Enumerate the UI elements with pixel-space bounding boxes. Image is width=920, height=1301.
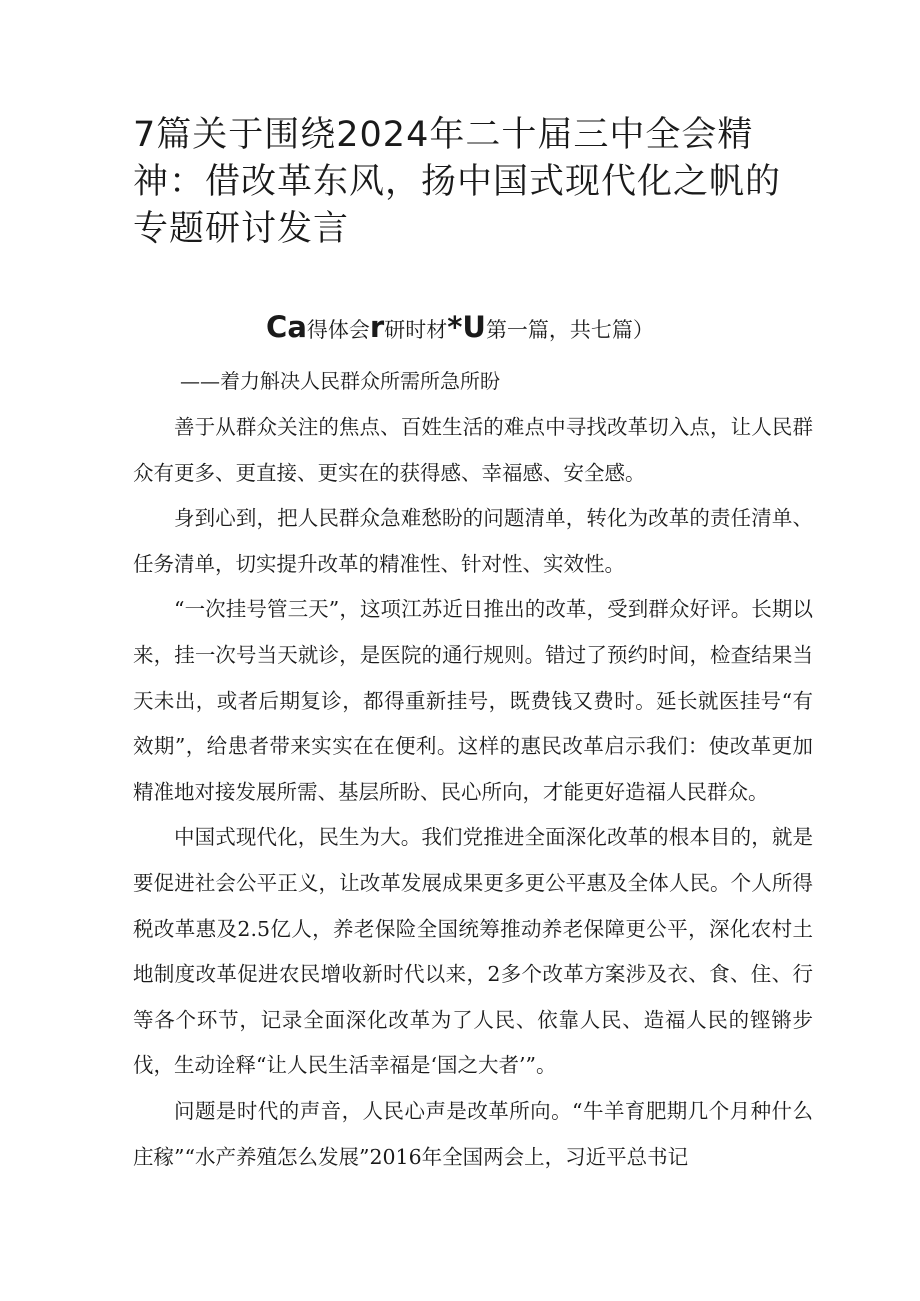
document-title: 7篇关于围绕2024年二十届三中全会精神：借改革东风，扬中国式现代化之帆的专题研讨发言 [133, 115, 782, 249]
subheading-fragment-2: 得体会 [306, 318, 370, 342]
section-subheading [0, 312, 920, 345]
subheading-fragment-6: 第一篇，共七篇） [485, 318, 654, 342]
subheading-fragment-5: *U [447, 310, 486, 344]
paragraph-5: 问题是时代的声音，人民心声是改革所向。“牛羊育肥期几个月种什么庄稼”“水产养殖怎么发展”2016年全国两会上，习近平总书记 [133, 1098, 813, 1169]
paragraph-1: 善于从群众关注的焦点、百姓生活的难点中寻找改革切入点，让人民群众有更多、更直接、更实在的获得感、幸福感、安全感。 [133, 415, 813, 485]
paragraph-2: 身到心到，把人民群众急难愁盼的问题清单，转化为改革的责任清单、任务清单，切实提升改革的精准性、针对性、实效性。 [133, 506, 813, 576]
body-text [133, 405, 813, 1180]
dash-heading: ——着力斛决人民群众所需所急所盼 [180, 369, 500, 393]
subheading-fragment-4: 研时材 [384, 318, 448, 342]
subheading-fragment-3: r [369, 310, 385, 344]
subheading-fragment-1: Ca [266, 310, 307, 344]
paragraph-4: 中国式现代化，民生为大。我们党推进全面深化改革的根本目的，就是要促进社会公平正义，让改革发展成果更多更公平惠及全体人民。个人所得税改革惠及2.5亿人，养老保险全国统筹推动养老保障更公平，深化农村土地制度改革促进农民增收新时代以来，2多个改革方案涉及衣、食、住、行等各个环节，记录全面深化改革为了人民、依靠人民、造福人民的铿锵步伐，生动诠释“让人民生活幸福是‘国之大者’”。 [133, 825, 813, 1078]
paragraph-3: “一次挂号管三天”，这项江苏近日推出的改革，受到群众好评。长期以来，挂一次号当天就诊，是医院的通行规则。错过了预约时间，检查结果当天未出，或者后期复诊，都得重新挂号，既费钱又费时。延长就医挂号“有效期”，给患者带来实实在在便利。这样的惠民改革启示我们：使改革更加精准地对接发展所需、基层所盼、民心所向，才能更好造福人民群众。 [133, 597, 813, 804]
